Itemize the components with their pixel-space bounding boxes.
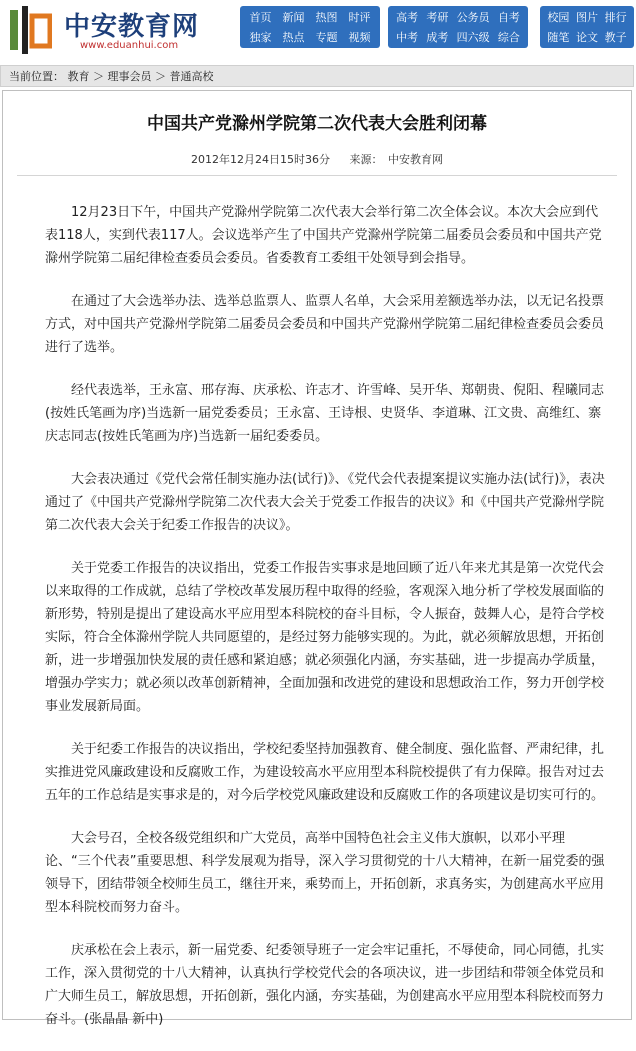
article-body bbox=[45, 201, 609, 1051]
article-paragraph: 大会号召，全校各级党组织和广大党员，高举中国特色社会主义伟大旗帜，以邓小平理论、“三个代表”重要思想、科学发展观为指导，深入学习贯彻党的十八大精神，在新一届党委的强领导下，团结带领全校师生员工，继往开来，乘势而上，开拓创新，求真务实，为创建高水平应用型本科院校而努力奋斗。 bbox=[45, 831, 605, 915]
nav-link-campus[interactable]: 校园 bbox=[547, 11, 570, 25]
logo-mark-icon bbox=[8, 6, 52, 54]
article-paragraph: 经代表选举，王永富、邢存海、庆承松、许志才、许雪峰、吴开华、郑朝贵、倪阳、程曦同志(按姓氏笔画为序)当选新一届党委委员；王永富、王诗根、史贤华、李道琳、江文贵、高维红、寨庆志同志(按姓氏笔画为序)当选新一届纪委委员。 bbox=[45, 383, 605, 444]
nav-link-hotspot[interactable]: 热点 bbox=[282, 30, 305, 44]
nav-link-kaoyan[interactable]: 考研 bbox=[426, 11, 449, 25]
article-paragraph: 关于纪委工作报告的决议指出，学校纪委坚持加强教育、健全制度、强化监督、严肃纪律，扎实推进党风廉政建设和反腐败工作，为建设较高水平应用型本科院校提供了有力保障。报告对过去五年的工作总结是实事求是的，对今后学校党风廉政建设和反腐败工作的各项建议是切实可行的。 bbox=[45, 742, 605, 803]
nav-group-exams bbox=[388, 6, 528, 48]
breadcrumb bbox=[0, 65, 634, 87]
site-logo[interactable] bbox=[8, 4, 213, 58]
nav-row bbox=[540, 9, 634, 25]
nav-group-news bbox=[240, 6, 380, 48]
nav-link-news[interactable]: 新闻 bbox=[282, 11, 305, 25]
nav-row bbox=[240, 29, 380, 45]
breadcrumb-separator: ＞ bbox=[93, 70, 104, 83]
nav-link-civil-service[interactable]: 公务员 bbox=[456, 11, 490, 25]
nav-link-cet[interactable]: 四六级 bbox=[456, 30, 490, 44]
nav-link-self-study[interactable]: 自考 bbox=[497, 11, 520, 25]
nav-link-topics[interactable]: 专题 bbox=[315, 30, 338, 44]
breadcrumb-link-education[interactable]: 教育 bbox=[67, 70, 90, 83]
article-meta bbox=[3, 151, 631, 167]
nav-link-exclusive[interactable]: 独家 bbox=[249, 30, 272, 44]
nav-link-hot-pics[interactable]: 热图 bbox=[315, 11, 338, 25]
nav-row bbox=[388, 29, 528, 45]
divider bbox=[17, 175, 617, 176]
nav-link-parenting[interactable]: 教子 bbox=[604, 30, 627, 44]
nav-link-comment[interactable]: 时评 bbox=[348, 11, 371, 25]
nav-link-essays[interactable]: 随笔 bbox=[547, 30, 570, 44]
breadcrumb-link-members[interactable]: 理事会员 bbox=[107, 70, 152, 83]
article-paragraph: 在通过了大会选举办法、选举总监票人、监票人名单，大会采用差额选举办法，以无记名投票方式，对中国共产党滁州学院第二届委员会委员和中国共产党滁州学院第二届纪律检查委员会委员进行了选举。 bbox=[45, 294, 605, 355]
article-container bbox=[2, 90, 632, 1027]
nav-row bbox=[540, 29, 634, 45]
nav-link-home[interactable]: 首页 bbox=[249, 11, 272, 25]
article-date: 2012年12月24日15时36分 bbox=[191, 153, 330, 166]
nav-link-gaokao[interactable]: 高考 bbox=[396, 11, 419, 25]
nav-row bbox=[388, 9, 528, 25]
logo-url: www.eduanhui.com bbox=[80, 40, 179, 51]
article-paragraph: 大会表决通过《党代会常任制实施办法(试行)》、《党代会代表提案提议实施办法(试行)》，表决通过了《中国共产党滁州学院第二次代表大会关于党委工作报告的决议》和《中国共产党滁州学院第二次代表大会关于纪委工作报告的决议》。 bbox=[45, 472, 605, 533]
logo-title: 中安教育网 bbox=[64, 12, 200, 42]
nav-link-ranking[interactable]: 排行 bbox=[604, 11, 627, 25]
article-paragraph: 12月23日下午，中国共产党滁州学院第二次代表大会举行第二次全体会议。本次大会应到代表118人，实到代表117人。会议选举产生了中国共产党滁州学院第二届委员会委员和中国共产党滁州学院第二届纪律检查委员会委员。省委教育工委组干处领导到会指导。 bbox=[45, 205, 602, 266]
breadcrumb-separator: ＞ bbox=[155, 70, 166, 83]
nav-row bbox=[240, 9, 380, 25]
breadcrumb-label: 当前位置： bbox=[9, 70, 64, 83]
nav-link-video[interactable]: 视频 bbox=[348, 30, 371, 44]
nav-link-adult-exam[interactable]: 成考 bbox=[426, 30, 449, 44]
nav-link-papers[interactable]: 论文 bbox=[575, 30, 598, 44]
article-source: 来源： 中安教育网 bbox=[349, 153, 443, 166]
article-paragraph: 关于党委工作报告的决议指出，党委工作报告实事求是地回顾了近八年来尤其是第一次党代会以来取得的工作成就，总结了学校改革发展历程中取得的经验，客观深入地分析了学校发展面临的新形势，特别是提出了建设高水平应用型本科院校的奋斗目标，令人振奋，鼓舞人心，是符合学校实际，符合全体滁州学院人共同愿望的，是经过努力能够实现的。为此，就必须解放思想，开拓创新，进一步增强加快发展的责任感和紧迫感；就必须强化内涵，夯实基础，进一步提高办学质量，增强办学实力；就必须以改革创新精神，全面加强和改进党的建设和思想政治工作，努力开创学校事业发展新局面。 bbox=[45, 561, 605, 714]
site-header bbox=[0, 0, 636, 62]
article-paragraph: 庆承松在会上表示，新一届党委、纪委领导班子一定会牢记重托，不辱使命，同心同德，扎实工作，深入贯彻党的十八大精神，认真执行学校党代会的各项决议，进一步团结和带领全体党员和广大师生员工，解放思想，开拓创新，强化内涵，夯实基础，为创建高水平应用型本科院校而努力奋斗。(张晶晶 新中) bbox=[45, 943, 605, 1027]
nav-group-campus bbox=[540, 6, 634, 48]
nav-link-general[interactable]: 综合 bbox=[497, 30, 520, 44]
nav-link-zhongkao[interactable]: 中考 bbox=[396, 30, 419, 44]
nav-link-pictures[interactable]: 图片 bbox=[575, 11, 598, 25]
breadcrumb-link-universities[interactable]: 普通高校 bbox=[169, 70, 214, 83]
article-title: 中国共产党滁州学院第二次代表大会胜利闭幕 bbox=[147, 114, 487, 134]
